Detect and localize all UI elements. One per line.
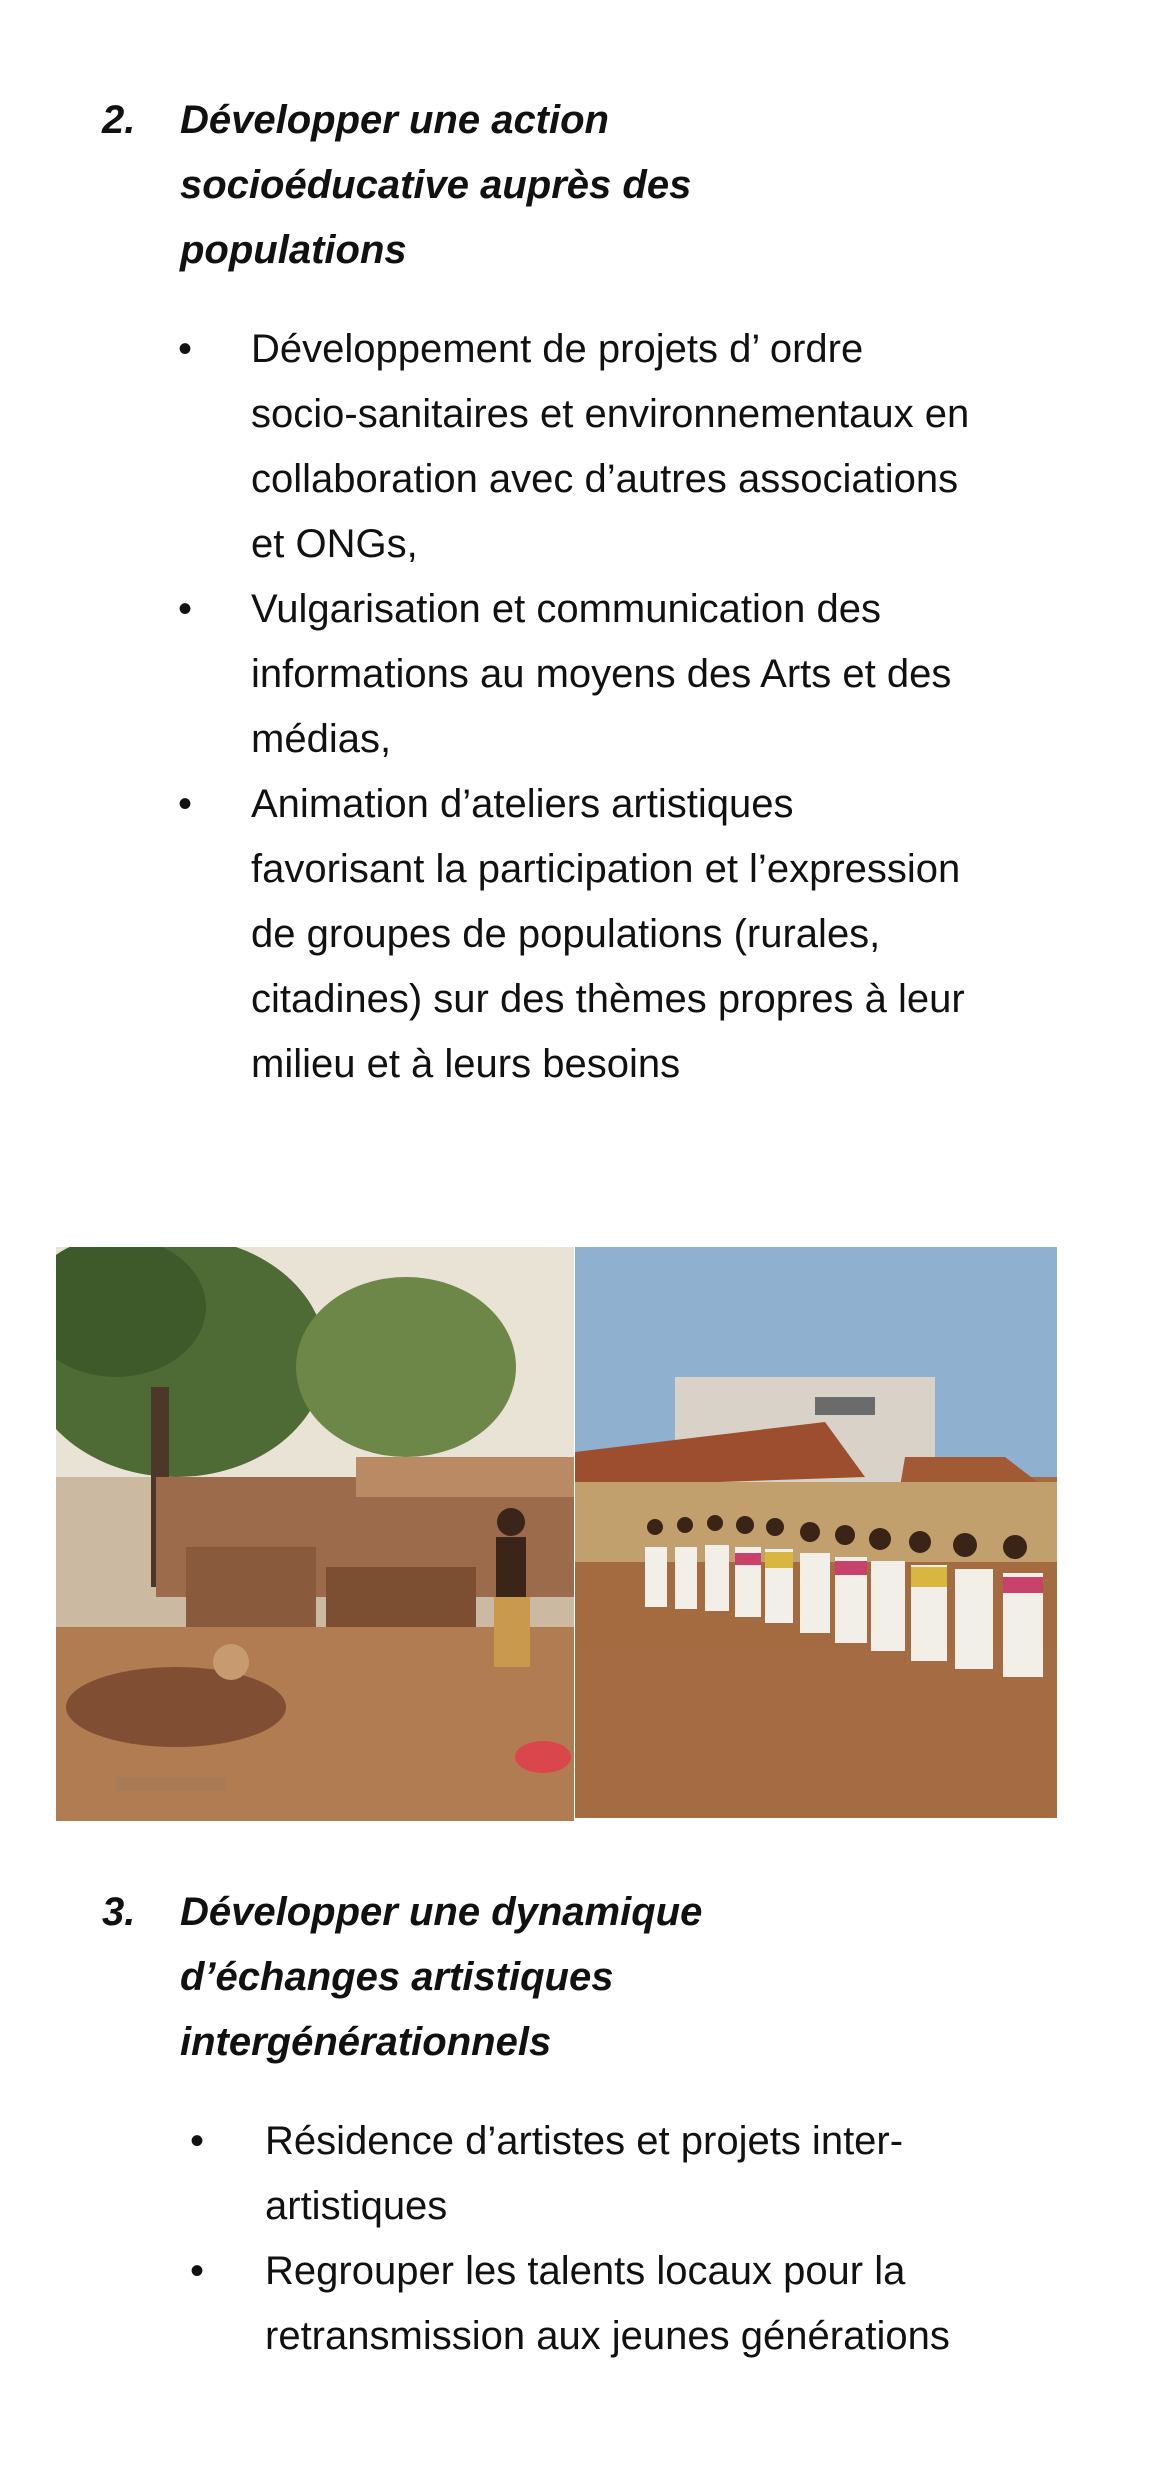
list-item bbox=[0, 772, 971, 1097]
list-item-text: Résidence d’artistes et projets inter-artistiques bbox=[265, 2119, 904, 2228]
list-item-text: Regrouper les talents locaux pour la retransmission aux jeunes générations bbox=[265, 2249, 950, 2358]
list-item bbox=[0, 317, 971, 577]
section-3-title: Développer une dynamique d’échanges artistiques intergénérationnels bbox=[180, 1890, 703, 2064]
section-3 bbox=[0, 1880, 1168, 2369]
list-item-text: Développement de projets d’ ordre socio-sanitaires et environnementaux en collaboration avec d’autres associations et ONGs, bbox=[251, 327, 970, 566]
bullet-icon: • bbox=[178, 587, 193, 631]
section-2-bullet-list bbox=[0, 317, 1168, 1097]
bullet-icon: • bbox=[190, 2119, 205, 2163]
section-2-heading bbox=[0, 88, 800, 283]
section-2-number: 2. bbox=[102, 98, 136, 142]
list-item bbox=[0, 577, 971, 772]
village-construction-photo bbox=[56, 1247, 574, 1821]
section-3-bullet-list bbox=[0, 2109, 1168, 2369]
bullet-icon: • bbox=[178, 327, 193, 371]
list-item bbox=[0, 2239, 985, 2369]
section-2-title: Développer une action socioéducative auprès des populations bbox=[180, 98, 692, 272]
list-item-text: Animation d’ateliers artistiques favorisant la participation et l’expression de groupes de populations (rurales, citadines) sur des thèmes propres à leur milieu et à leurs besoins bbox=[251, 782, 965, 1086]
section-3-number: 3. bbox=[102, 1890, 136, 1934]
women-dancers-photo bbox=[575, 1247, 1057, 1818]
list-item-text: Vulgarisation et communication des informations au moyens des Arts et des médias, bbox=[251, 587, 952, 761]
list-item bbox=[0, 2109, 985, 2239]
bullet-icon: • bbox=[178, 782, 193, 826]
bullet-icon: • bbox=[190, 2249, 205, 2293]
section-3-heading bbox=[0, 1880, 800, 2075]
section-2 bbox=[0, 88, 1168, 1097]
